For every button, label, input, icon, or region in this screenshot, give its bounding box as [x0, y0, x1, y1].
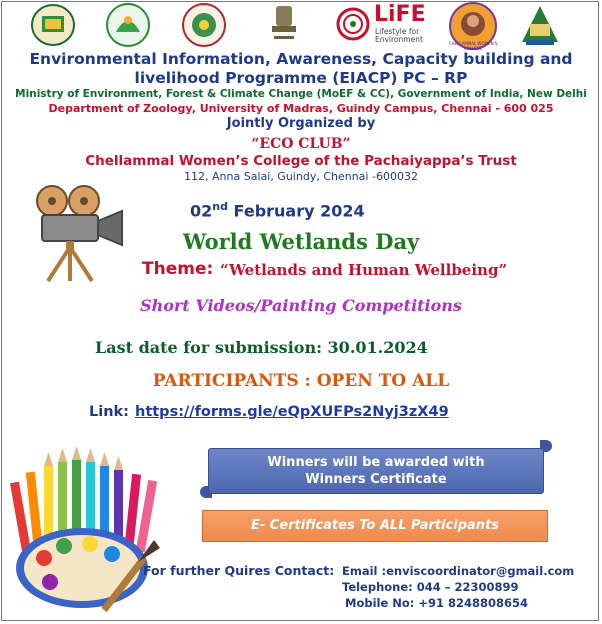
winners-line1: Winners will be awarded with	[267, 455, 485, 470]
winners-banner	[208, 448, 544, 494]
logo-row	[0, 2, 602, 50]
competitions-heading: Short Videos/Painting Competitions	[140, 296, 462, 315]
registration-link[interactable]: https://forms.gle/eQpXUFPs2Nyj3zX49	[135, 404, 449, 420]
last-date-line: Last date for submission: 30.01.2024	[95, 338, 428, 357]
eiacp-logo	[180, 2, 228, 48]
contact-phone: Telephone: 044 – 22300899	[342, 580, 519, 594]
link-label: Link:	[89, 404, 129, 420]
college-logo	[448, 2, 498, 50]
e-certificates-banner: E- Certificates To ALL Participants	[202, 510, 548, 542]
theme-value: “Wetlands and Human Wellbeing”	[220, 261, 508, 279]
ministry-line: Ministry of Environment, Forest & Climate Change (MoEF & CC), Government of India, New Delhi	[15, 88, 587, 100]
contact-email[interactable]: Email :enviscoordinator@gmail.com	[342, 564, 575, 578]
envis-logo	[30, 2, 76, 48]
participants-line: PARTICIPANTS : OPEN TO ALL	[152, 371, 450, 391]
eco-club-name: “ECO CLUB”	[251, 136, 351, 152]
college-name: Chellammal Women’s College of the Pachaiyappa’s Trust	[85, 153, 517, 169]
date-month-year: February 2024	[227, 201, 365, 221]
jointly-organized-heading: Jointly Organized by	[226, 116, 376, 131]
madras-univ-logo	[518, 2, 562, 48]
programme-title-line2: livelihood Programme (EIACP) PC – RP	[134, 69, 468, 87]
life-swirl-icon	[336, 4, 370, 44]
life-tagline: Lifestyle for Environment	[375, 27, 423, 44]
programme-title-line1: Environmental Information, Awareness, Capacity building and	[29, 50, 573, 68]
life-logo	[336, 2, 436, 48]
college-address: 112, Anna Salai, Guindy, Chennai -600032	[184, 170, 418, 183]
college-seal-text: CHELLAMMAL WOMEN'S COLLEGE	[448, 41, 498, 51]
winners-line2: Winners Certificate	[305, 472, 447, 487]
art-supplies-illustration	[4, 440, 184, 620]
life-wordmark: LiFE	[374, 2, 426, 27]
theme-label: Theme:	[142, 259, 214, 279]
date-suffix: nd	[212, 200, 228, 213]
moefcc-logo	[102, 2, 154, 48]
emblem-logo	[266, 2, 302, 48]
department-line: Department of Zoology, University of Madras, Guindy Campus, Chennai - 600 025	[48, 102, 554, 115]
event-title: World Wetlands Day	[182, 229, 420, 254]
event-date	[190, 200, 365, 220]
date-day: 02	[190, 201, 213, 221]
contact-mobile: Mobile No: +91 8248808654	[345, 596, 529, 610]
contact-label: For further Quires Contact:	[143, 563, 335, 578]
palette-icon	[16, 528, 148, 608]
